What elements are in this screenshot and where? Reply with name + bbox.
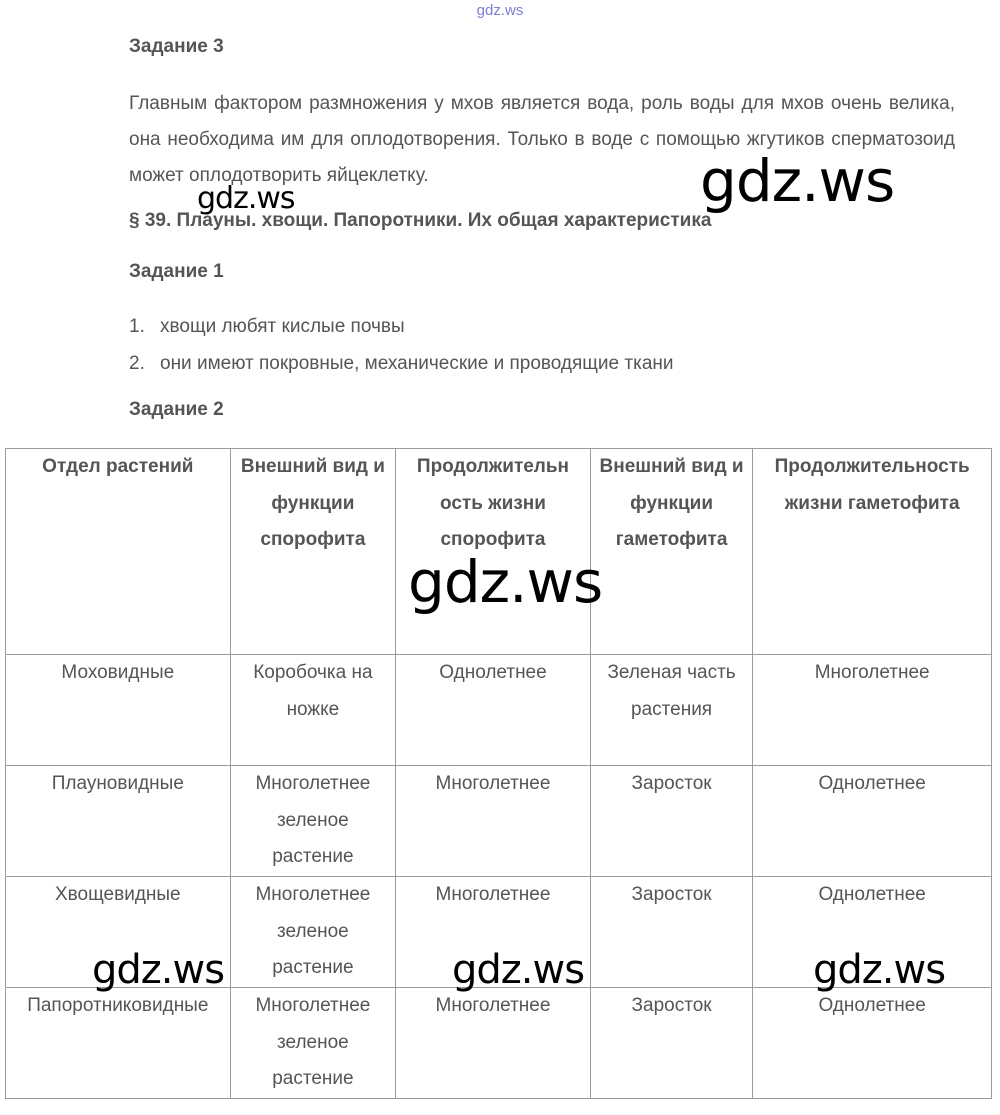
table-cell: Однолетнее xyxy=(753,766,992,877)
top-watermark: gdz.ws xyxy=(476,2,524,19)
list-item xyxy=(129,308,674,345)
table-row xyxy=(6,766,992,877)
table-cell: Однолетнее xyxy=(396,655,591,766)
task3-heading: Задание 3 xyxy=(129,36,224,57)
table-cell: Многолетнее xyxy=(753,655,992,766)
plant-divisions-table xyxy=(5,448,992,1099)
table-cell: Заросток xyxy=(590,877,753,988)
table-header-cell: Отдел растений xyxy=(6,449,231,655)
table-cell: Зеленая часть растения xyxy=(590,655,753,766)
task2-heading: Задание 2 xyxy=(129,399,224,420)
list-item-number: 2. xyxy=(129,353,145,374)
task1-heading: Задание 1 xyxy=(129,261,224,282)
task3-paragraph: Главным фактором размножения у мхов является вода, роль воды для мхов очень велика, она необходима им для оплодотворения. Только в воде с помощью жгутиков сперматозоид может оплодотворить яйцеклетку. xyxy=(129,93,955,186)
list-item-number: 1. xyxy=(129,316,145,337)
table-header-cell: Продолжительность жизни гаметофита xyxy=(753,449,992,655)
watermark: gdz.ws xyxy=(452,947,585,993)
table-cell: Папоротниковидные xyxy=(6,988,231,1099)
table-row xyxy=(6,877,992,988)
table-cell: Коробочка на ножке xyxy=(230,655,396,766)
table-row xyxy=(6,988,992,1099)
table-cell: Моховидные xyxy=(6,655,231,766)
table-header-cell: Внешний вид и функции гаметофита xyxy=(590,449,753,655)
table-cell: Многолетнее xyxy=(396,766,591,877)
table-cell: Хвощевидные xyxy=(6,877,231,988)
table-cell: Многолетнее xyxy=(396,988,591,1099)
list-item xyxy=(129,345,674,382)
watermark: gdz.ws xyxy=(408,548,603,616)
list-item-text: они имеют покровные, механические и проводящие ткани xyxy=(160,353,674,374)
table-cell: Однолетнее xyxy=(753,988,992,1099)
watermark: gdz.ws xyxy=(92,947,225,993)
watermark: gdz.ws xyxy=(813,947,946,993)
table-cell: Однолетнее xyxy=(753,877,992,988)
table-cell: Заросток xyxy=(590,766,753,877)
task1-answer-list xyxy=(129,308,674,382)
table-cell: Многолетнее зеленое растение xyxy=(230,766,396,877)
table-header-row xyxy=(6,449,992,655)
section-title: § 39. Плауны. хвощи. Папоротники. Их общая характеристика xyxy=(129,210,712,231)
table-row xyxy=(6,655,992,766)
table-cell: Многолетнее зеленое растение xyxy=(230,988,396,1099)
list-item-text: хвощи любят кислые почвы xyxy=(160,316,405,337)
table-cell: Многолетнее зеленое растение xyxy=(230,877,396,988)
table-header-cell: Внешний вид и функции спорофита xyxy=(230,449,396,655)
watermark: gdz.ws xyxy=(197,181,295,216)
watermark: gdz.ws xyxy=(700,147,895,215)
table-header-cell: Продолжительн ость жизни спорофита xyxy=(396,449,591,655)
table-cell: Плауновидные xyxy=(6,766,231,877)
table-cell: Многолетнее xyxy=(396,877,591,988)
table-cell: Заросток xyxy=(590,988,753,1099)
